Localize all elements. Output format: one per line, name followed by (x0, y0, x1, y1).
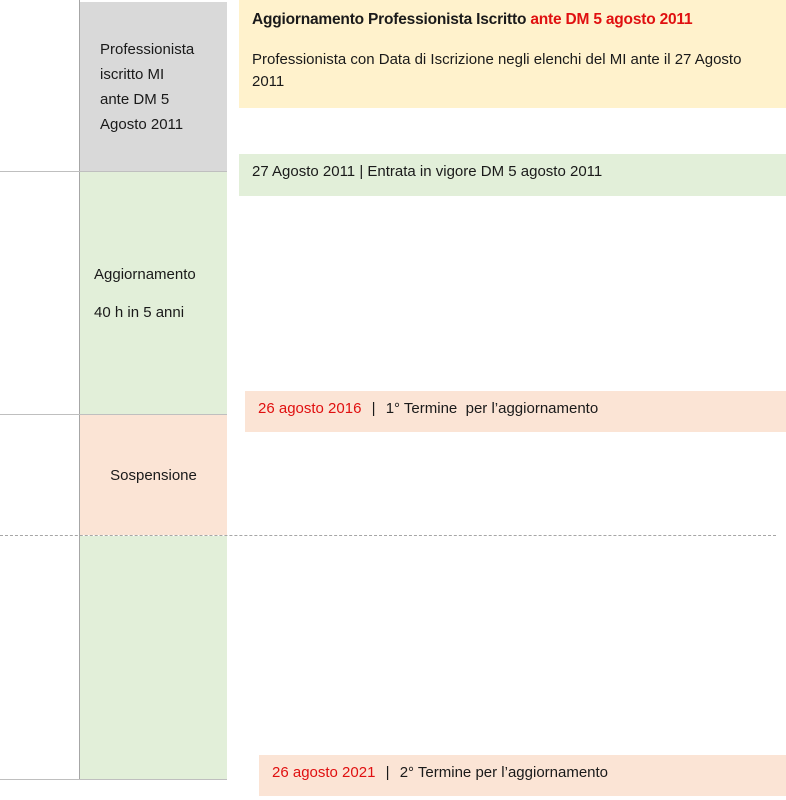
event-entry-text: 27 Agosto 2011 | Entrata in vigore DM 5 agosto 2011 (252, 163, 603, 180)
phase-registered-line-4: Agosto 2011 (100, 115, 184, 133)
phase-registered-line-3: ante DM 5 (100, 90, 170, 108)
phase-registered (80, 2, 227, 171)
phase-registered-line-1: Professionista (100, 40, 195, 58)
event-entry-into-force (239, 154, 786, 196)
first-deadline-separator: | (371, 400, 376, 417)
dotted-separator (0, 535, 776, 536)
phase-update-label (94, 262, 196, 325)
phase-suspension (80, 415, 227, 535)
phase-update-hours: 40 h in 5 anni (94, 303, 185, 321)
header-title (252, 9, 774, 31)
event-second-deadline (259, 755, 786, 796)
second-deadline-date: 26 agosto 2021 (272, 764, 376, 781)
second-deadline-label: 2° Termine per l’aggiornamento (399, 764, 609, 781)
event-first-deadline (245, 391, 786, 432)
header-description: Professionista con Data di Iscrizione negli elenchi del MI ante il 27 Agosto 2011 (252, 51, 742, 90)
first-deadline-date: 26 agosto 2016 (258, 400, 362, 417)
first-deadline-label: 1° Termine per l’aggiornamento (385, 400, 599, 417)
phase-update-title: Aggiornamento (94, 265, 196, 283)
header-title-highlight: ante DM 5 agosto 2011 (530, 11, 693, 28)
phase-registered-label (100, 37, 194, 137)
row-divider-bottom (0, 779, 227, 780)
phase-update (80, 172, 227, 414)
phase-registered-line-2: iscritto MI (100, 65, 165, 83)
phase-update-second (80, 536, 227, 779)
phase-suspension-label: Sospensione (110, 466, 197, 484)
header-box (239, 0, 786, 108)
second-deadline-separator: | (385, 764, 390, 781)
header-title-main: Aggiornamento Professionista Iscritto (252, 11, 527, 28)
